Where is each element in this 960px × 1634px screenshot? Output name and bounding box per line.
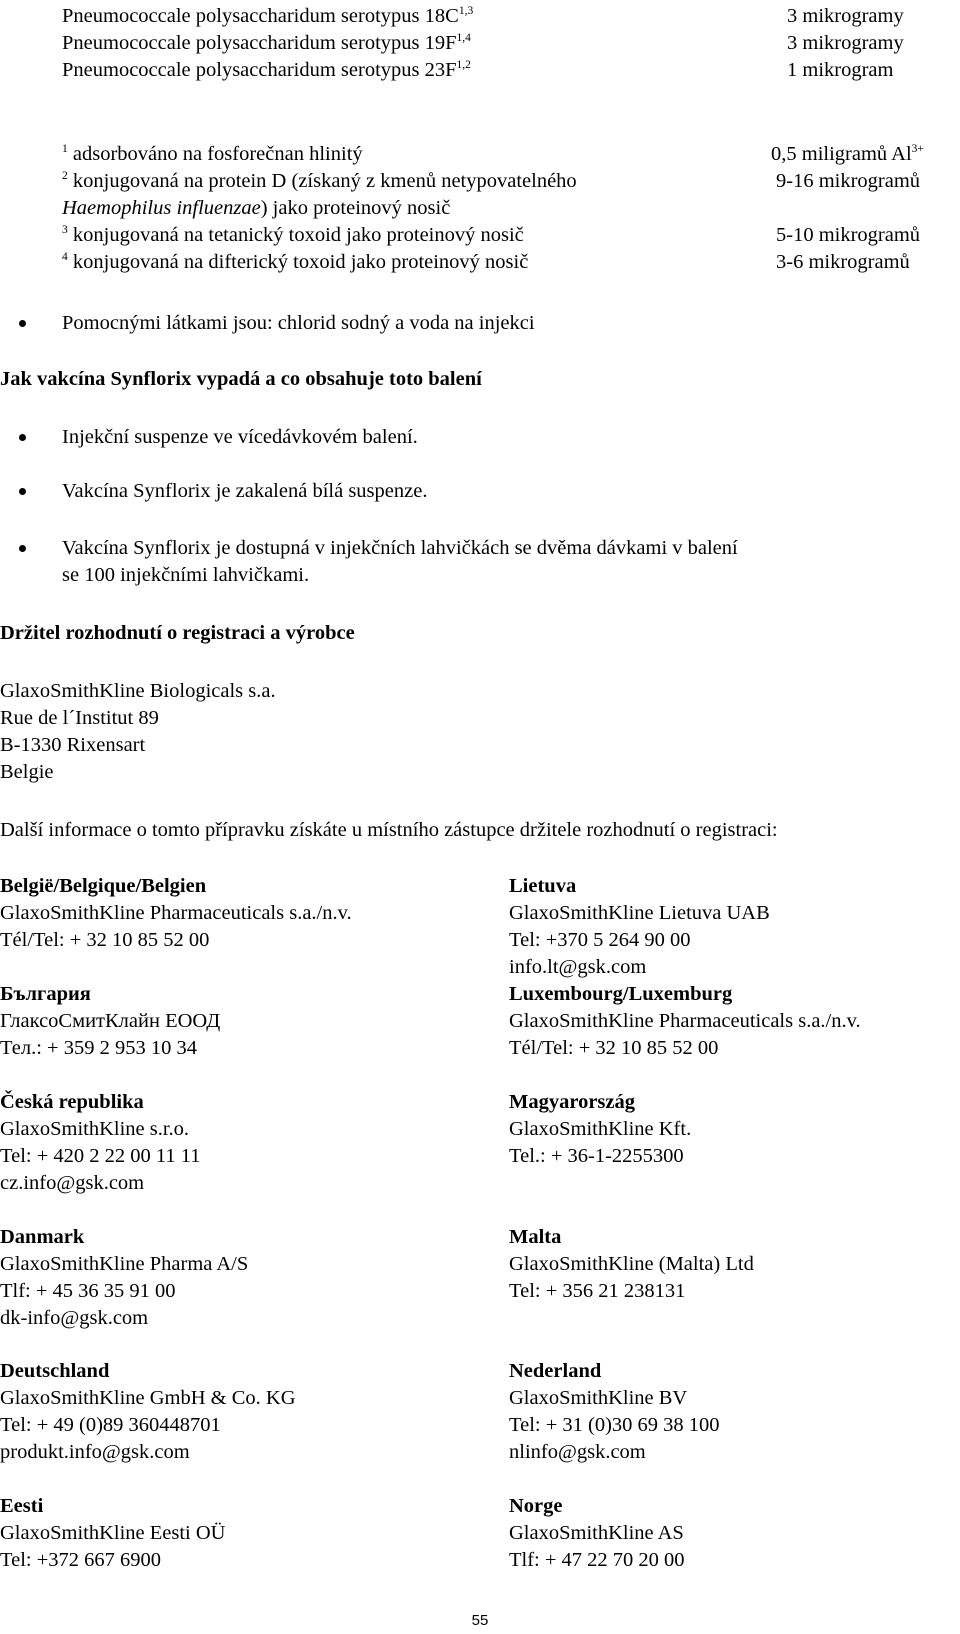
contact-email: cz.info@gsk.com — [0, 1172, 145, 1194]
contact-line: Tlf: + 47 22 70 20 00 — [509, 1549, 685, 1571]
contact-line: GlaxoSmithKline (Malta) Ltd — [509, 1253, 754, 1275]
appearance-text: se 100 injekčními lahvičkami. — [62, 564, 310, 586]
serotype-amount: 1 mikrogram — [787, 59, 894, 81]
appearance-heading — [0, 366, 960, 393]
footnote-amount: 9-16 mikrogramů — [776, 170, 921, 192]
contact-country: België/Belgique/Belgien — [0, 875, 207, 897]
appearance-text: Vakcína Synflorix je zakalená bílá suspenze. — [62, 480, 428, 502]
contact-line: Tlf: + 45 36 35 91 00 — [0, 1280, 176, 1302]
contact-country: Lietuva — [509, 875, 577, 897]
excipients-text: Pomocnými látkami jsou: chlorid sodný a voda na injekci — [62, 312, 535, 334]
contact-entry — [0, 1089, 201, 1197]
serotype-row — [0, 30, 960, 57]
contact-country: Magyarország — [509, 1091, 636, 1113]
contact-line: Tel: + 356 21 238131 — [509, 1280, 686, 1302]
contact-line: GlaxoSmithKline Pharma A/S — [0, 1253, 249, 1275]
contact-entry — [509, 873, 770, 981]
bullet-icon — [19, 545, 26, 552]
serotype-name: Pneumococcale polysaccharidum serotypus $18C^{1,3}$ — [62, 5, 474, 27]
excipients-item — [0, 310, 960, 337]
footnote-text: Haemophilus influenzae) jako proteinový nosič — [62, 197, 451, 219]
contact-country: Malta — [509, 1226, 562, 1248]
contact-entry — [0, 981, 220, 1062]
holder-heading — [0, 620, 960, 647]
address-line: Rue de l´Institut 89 — [0, 707, 159, 729]
footnote-amount: 3-6 mikrogramů — [776, 251, 910, 273]
contact-country: Danmark — [0, 1226, 85, 1248]
contact-line: GlaxoSmithKline Pharmaceuticals s.a./n.v. — [0, 902, 352, 924]
contact-email: nlinfo@gsk.com — [509, 1441, 646, 1463]
contact-line: Тел.: + 359 2 953 10 34 — [0, 1037, 197, 1059]
contact-entry — [0, 1358, 296, 1466]
appearance-text: Injekční suspenze ve vícedávkovém balení. — [62, 426, 418, 448]
contact-country: България — [0, 983, 91, 1005]
address-line: Belgie — [0, 761, 54, 783]
address-line: GlaxoSmithKline Biologicals s.a. — [0, 680, 276, 702]
footnote-row — [0, 222, 960, 249]
contact-email: dk-info@gsk.com — [0, 1307, 149, 1329]
footnote-row — [0, 141, 960, 168]
contact-entry — [0, 1493, 225, 1574]
more-info — [0, 817, 960, 844]
footnote-amount: 5-10 mikrogramů — [776, 224, 921, 246]
contact-email: produkt.info@gsk.com — [0, 1441, 190, 1463]
contact-country: Nederland — [509, 1360, 602, 1382]
contact-line: GlaxoSmithKline AS — [509, 1522, 684, 1544]
contact-line: GlaxoSmithKline BV — [509, 1387, 688, 1409]
bullet-icon — [19, 488, 26, 495]
contact-line: GlaxoSmithKline GmbH & Co. KG — [0, 1387, 296, 1409]
contact-entry — [0, 1224, 248, 1332]
contact-country: Eesti — [0, 1495, 44, 1517]
section-heading: Jak vakcína Synflorix vypadá a co obsahuje toto balení — [0, 368, 482, 390]
serotype-row — [0, 57, 960, 84]
address-line: B-1330 Rixensart — [0, 734, 146, 756]
contact-country: Česká republika — [0, 1091, 144, 1113]
footnote-text: $^2$ konjugovaná na protein D (získaný z kmenů netypovatelného — [62, 170, 577, 192]
contact-entry — [509, 1493, 685, 1574]
footnote-row — [0, 195, 960, 222]
contact-line: Tel: +372 667 6900 — [0, 1549, 162, 1571]
contact-entry — [509, 981, 861, 1062]
contact-line: GlaxoSmithKline s.r.o. — [0, 1118, 190, 1140]
holder-address — [0, 678, 276, 786]
footnote-text: $^4$ konjugovaná na difterický toxoid jako proteinový nosič — [62, 251, 529, 273]
serotype-name: Pneumococcale polysaccharidum serotypus $23F^{1,2}$ — [62, 59, 471, 81]
contact-line: Tel: + 49 (0)89 360448701 — [0, 1414, 221, 1436]
contact-line: GlaxoSmithKline Eesti OÜ — [0, 1522, 226, 1544]
appearance-text: Vakcína Synflorix je dostupná v injekčních lahvičkách se dvěma dávkami v balení — [62, 537, 738, 559]
appearance-item — [0, 478, 960, 505]
contact-country: Norge — [509, 1495, 563, 1517]
footnote-text: $^1$ adsorbováno na fosforečnan hlinitý — [62, 143, 363, 165]
contact-entry — [0, 873, 352, 954]
contact-entry — [509, 1358, 720, 1466]
contact-line: GlaxoSmithKline Kft. — [509, 1118, 692, 1140]
contact-line: Tel: +370 5 264 90 00 — [509, 929, 691, 951]
footnote-row — [0, 168, 960, 195]
bullet-icon — [19, 434, 26, 441]
page-number: 55 — [471, 1612, 489, 1629]
bullet-icon — [19, 320, 26, 327]
serotype-amount: 3 mikrogramy — [787, 32, 904, 54]
serotype-amount: 3 mikrogramy — [787, 5, 904, 27]
section-heading: Držitel rozhodnutí o registraci a výrobce — [0, 622, 355, 644]
contact-country: Deutschland — [0, 1360, 110, 1382]
contact-line: Tel: + 420 2 22 00 11 11 — [0, 1145, 201, 1167]
contact-line: GlaxoSmithKline Lietuva UAB — [509, 902, 770, 924]
contact-line: Tél/Tel: + 32 10 85 52 00 — [0, 929, 210, 951]
serotype-row — [0, 3, 960, 30]
contact-line: Tel.: + 36-1-2255300 — [509, 1145, 684, 1167]
footnote-row — [0, 249, 960, 276]
contact-entry — [509, 1224, 754, 1305]
contact-line: Tél/Tel: + 32 10 85 52 00 — [509, 1037, 719, 1059]
contact-email: info.lt@gsk.com — [509, 956, 647, 978]
serotype-name: Pneumococcale polysaccharidum serotypus $19F^{1,4}$ — [62, 32, 471, 54]
footnote-text: $^3$ konjugovaná na tetanický toxoid jako proteinový nosič — [62, 224, 524, 246]
appearance-item — [0, 424, 960, 451]
footnote-amount: 0,5 miligramů $Al^{3+}$ — [771, 143, 924, 165]
contact-line: Tel: + 31 (0)30 69 38 100 — [509, 1414, 720, 1436]
appearance-item-continued — [0, 562, 960, 589]
more-info-text: Další informace o tomto přípravku získáte u místního zástupce držitele rozhodnutí o registraci: — [0, 819, 778, 841]
appearance-item — [0, 535, 960, 562]
contact-line: GlaxoSmithKline Pharmaceuticals s.a./n.v. — [509, 1010, 861, 1032]
contact-country: Luxembourg/Luxemburg — [509, 983, 733, 1005]
contact-entry — [509, 1089, 691, 1170]
contact-line: ГлаксоСмитКлайн ЕООД — [0, 1010, 221, 1032]
